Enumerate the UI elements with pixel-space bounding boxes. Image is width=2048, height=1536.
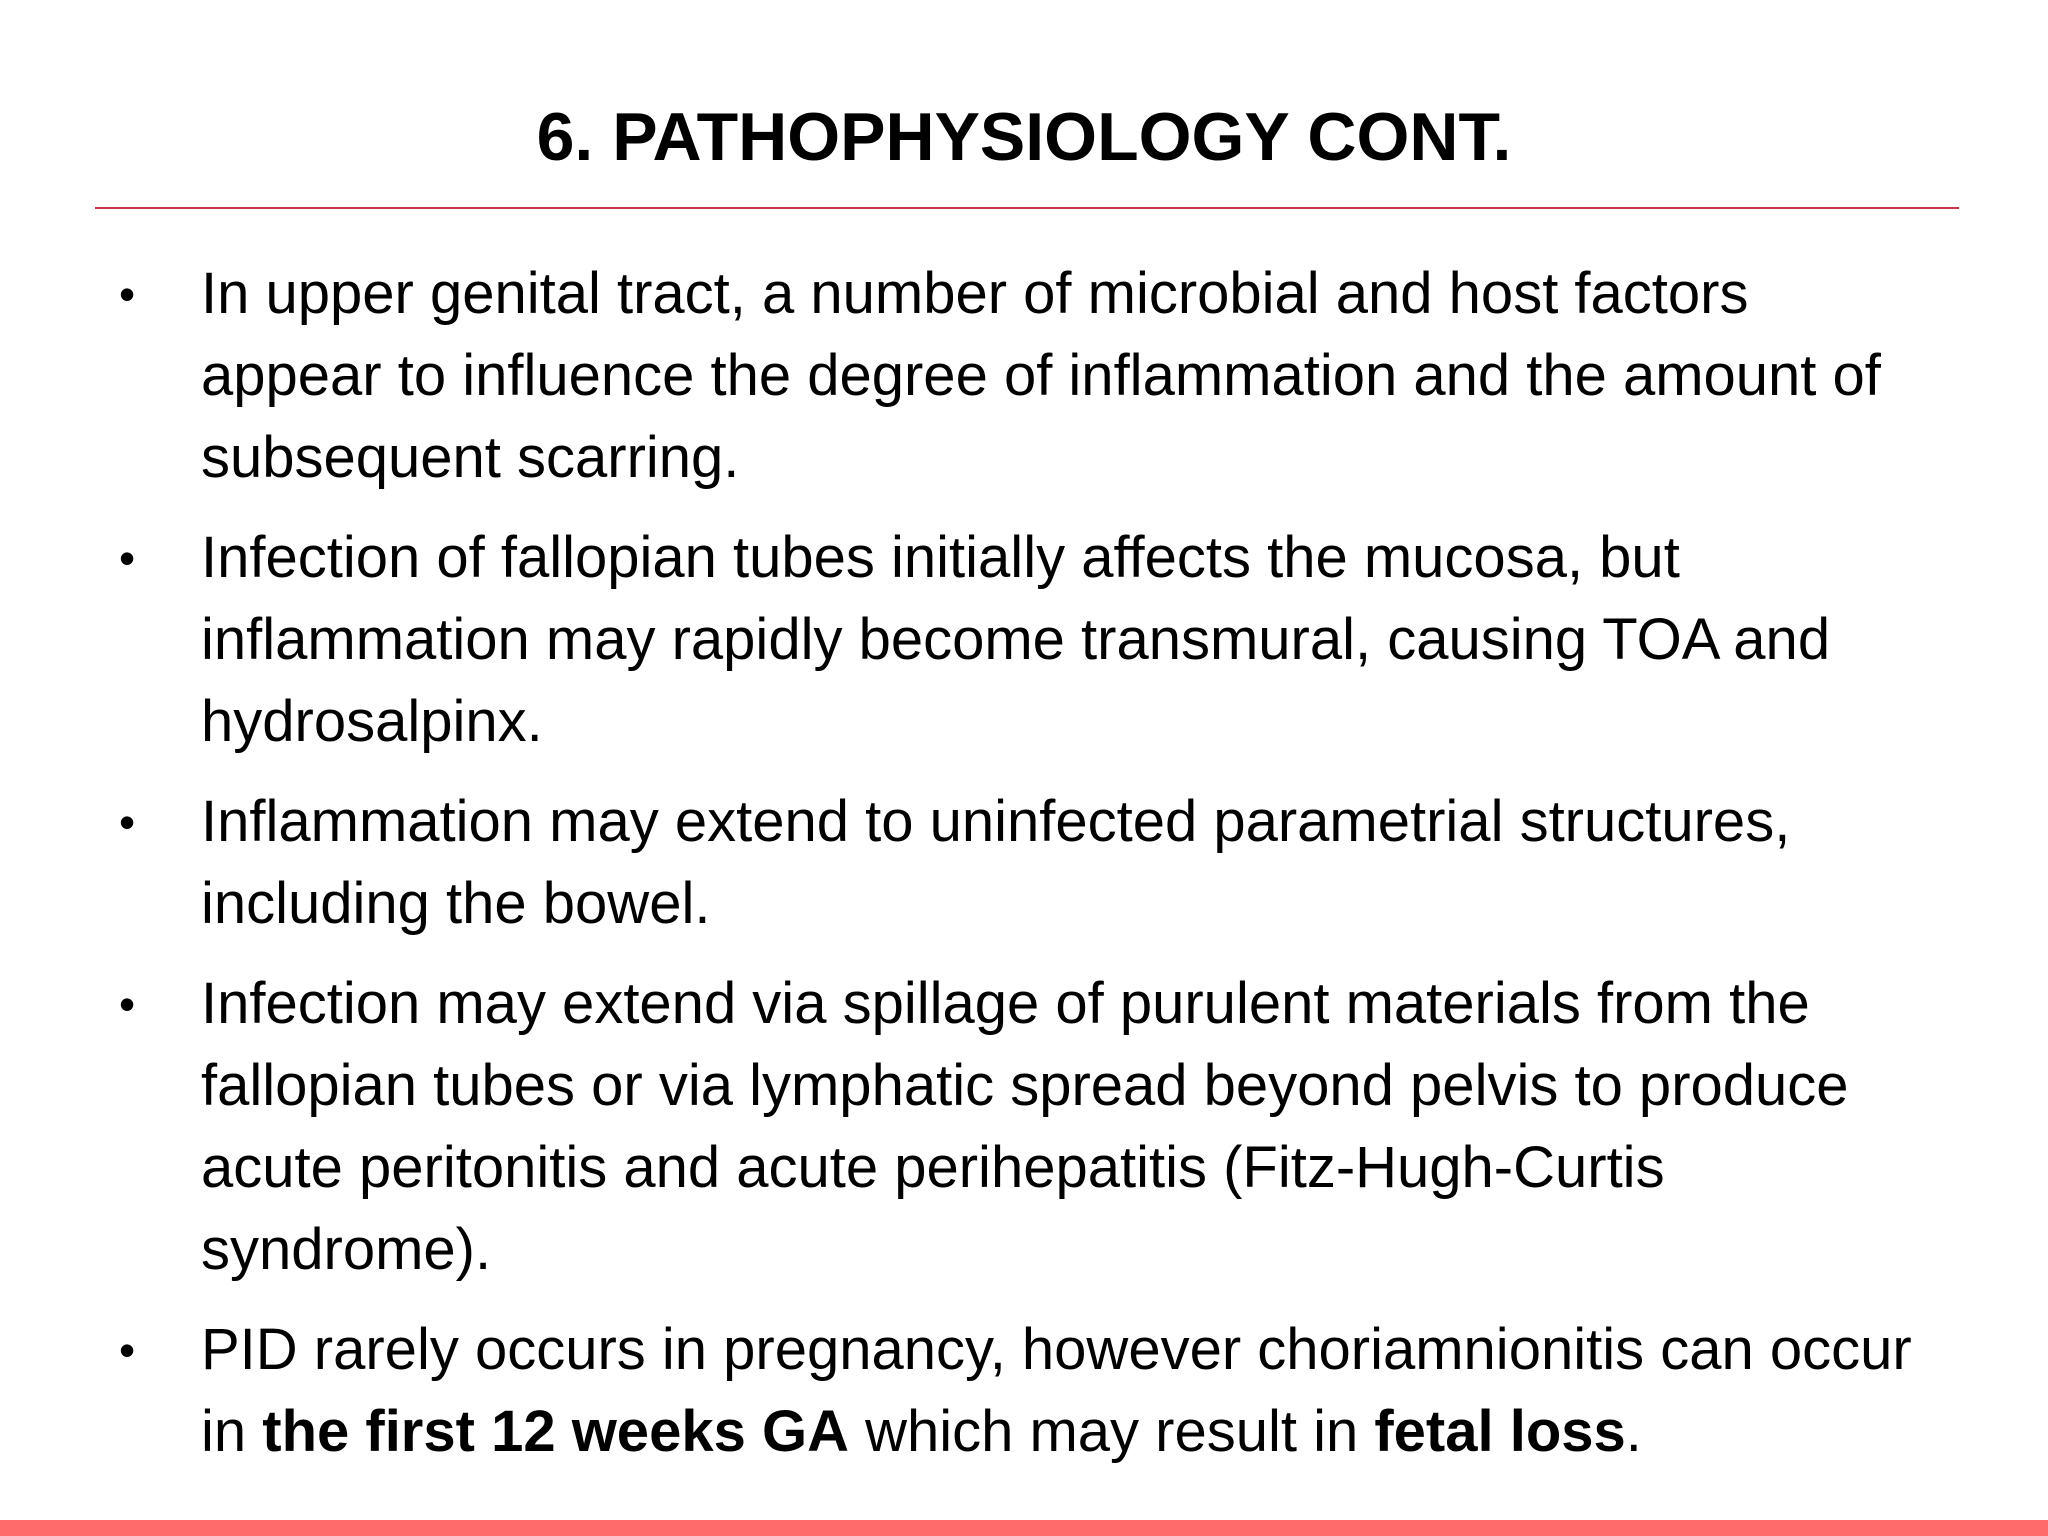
bullet-text: Infection of fallopian tubes initially affects the mucosa, but inflammation may rapidly become transmural, causing TOA and hydrosalpinx. [201,525,1831,754]
title-divider [95,207,1959,209]
slide-title: 6. PATHOPHYSIOLOGY CONT. [536,99,1512,175]
bullet-text [201,1317,1912,1464]
bullet-item [115,781,1915,945]
bullet-item [115,963,1915,1291]
bullet-item [115,253,1915,499]
bullet-item [115,1309,1915,1473]
bullet-item [115,517,1915,763]
emphasis-first-12-weeks: the first 12 weeks GA [262,1399,849,1464]
bullet-icon: • [119,978,136,1030]
bullet-text-segment: PID rarely occurs in pregnancy, however choriamnionitis can occur in [201,1317,1912,1464]
bullet-text-segment: which may result in [848,1399,1375,1464]
bullet-text: Inflammation may extend to uninfected parametrial structures, including the bowel. [201,789,1791,936]
bullet-list [115,253,1915,1491]
bullet-icon: • [119,1324,136,1376]
bullet-text: In upper genital tract, a number of microbial and host factors appear to influence the degree of inflammation and the amount of subsequent scarring. [201,261,1881,490]
bullet-icon: • [119,268,136,320]
bullet-text-segment: . [1625,1399,1642,1464]
bullet-text: Infection may extend via spillage of purulent materials from the fallopian tubes or via lymphatic spread beyond pelvis to produce acute peritonitis and acute perihepatitis (Fitz-Hugh-Curtis syndrome). [201,971,1849,1282]
emphasis-fetal-loss: fetal loss [1374,1399,1626,1464]
footer-accent-bar [0,1520,2048,1536]
bullet-icon: • [119,796,136,848]
bullet-icon: • [119,532,136,584]
